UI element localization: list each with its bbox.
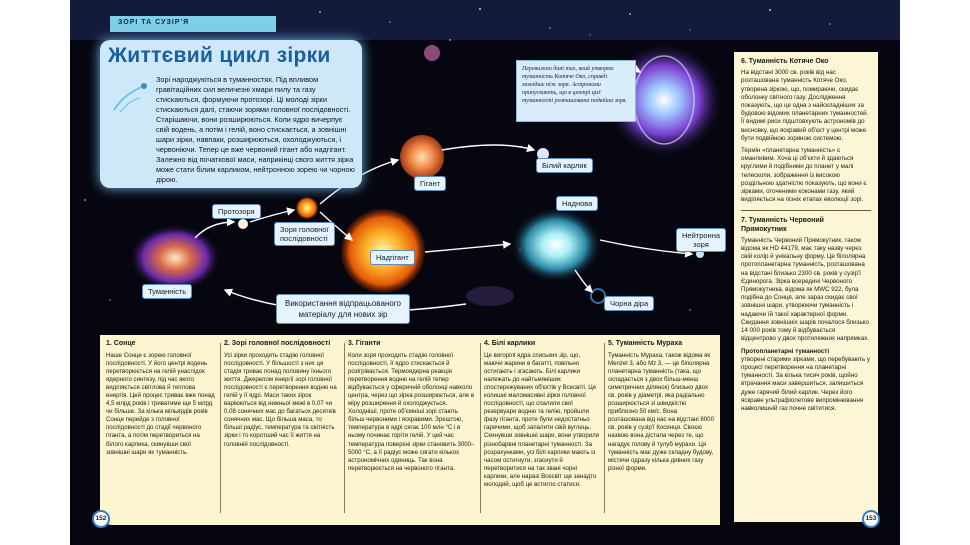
label-supergiant: Надгігант [370, 250, 415, 265]
page-number-left: 152 [92, 510, 110, 528]
cat-eye-title: 6. Туманність Котяче Око [741, 58, 829, 65]
label-giant: Гігант [414, 176, 446, 191]
proto-title: Протопланетарні туманності [741, 347, 830, 355]
column-divider [604, 343, 605, 513]
intro-text: Зорі народжуються в туманностях. Під впливом гравітаційних сил величезні хмари пилу та газу стискаються, формуючи протозорі. Ці молоді зірки стискаються далі, стаючи зорями головної послідовності. Старішаючи, вони розширюються. Коли ядро вичерпує свій водень, а потім і гелій, воно стискається, а зовнішні шари зірки, навпаки, розширюються, охолоджуються, і червоніючи. Тепер це вже червоний гігант або надгігант. Залежно від початкової маси, наприкінці свого життя зірка може стати білим карликом, нейтронною зорею чи чорною дірою. [156, 75, 355, 184]
label-nebula: Туманність [142, 284, 192, 299]
label-main-sequence: Зоря головної послідовності [274, 222, 335, 246]
book-spread [70, 0, 900, 545]
cat-eye-note: Переважно дані тих, який утворює туманність Котяче Око, справді молодше ніж зоря. Астрономи припускають, що в центрі цієї туманності розташована подвійна зоря. [516, 60, 636, 122]
red-rect-title: 7. Туманність Червоний Прямокутник [741, 217, 824, 233]
column-4 [484, 340, 600, 520]
column-5-title: 5. Туманність Мураха [608, 340, 683, 347]
label-protostar: Протозоря [212, 204, 261, 219]
info-columns [100, 335, 720, 525]
column-2 [224, 340, 340, 520]
title-box [100, 40, 362, 188]
proto-text: утворені старими зірками, що перебувають у процесі перетворення на планетарні туманності. За кілька тисяч років, щойно втрачання маси завершиться, залишиться дуже гарячий білий карлик. Через його яскраве ультрафіолетове випромінювання навколишній газ почне світитися. [741, 355, 871, 412]
red-rect-text: Туманність Червоний Прямокутник, також відома як HD 44179, має таку назву через свій колір й унікальну форму. Це біполярна протопланетарна туманність, розташована на відстані близько 2300 св. років у сузір'ї Єдинорога. Зірка всередині Червоного Прямокутника, відома як MWC 922, була подібна до Сонця, але зараз скидає свої зовнішні шари, утворюючи туманність і надаючи їй такої характерної форми. Скидання зовнішніх шарів почалося близько 14 000 років тому й відбувається відцентрово у двох протилежних напрямках. [741, 236, 870, 343]
column-divider [344, 343, 345, 513]
cat-eye-text: На відстані 3000 св. років від нас розташована туманність Котяче Око, утворена зіркою, що, помираючи, скидає оболонку світного газу. Дослідження показують, що це одна з найскладніших за будовою відомих планетарних туманностей. Її видимі риси підштовхують астрономів до висновку, що яскравий об'єкт у центрі може бути подвійною зоряною системою. [741, 69, 869, 142]
right-column [734, 52, 878, 522]
column-divider [480, 343, 481, 513]
page-title: Життєвий цикл зірки [108, 44, 331, 67]
column-2-title: 2. Зорі головної послідовності [224, 340, 331, 347]
column-3-title: 3. Гіганти [348, 340, 381, 347]
label-supernova: Наднова [556, 196, 598, 211]
column-5-text: Туманність Мураха, також відома як Menzel 3, або Mz 3, — це біполярна планетарна туманність (така, що складається з двох більш-менш симетричних ділянок) близько двох св. років у діаметрі, яка радіально розширюється зі швидкістю приблизно 50 км/с. Вона розташована від нас на відстані 8000 св. років у сузір'ї Косинця. Своєю назвою вона дістала через те, що нагадує голову й тулуб мурахи. Ця туманність має дуже складну будову, містячи одразу кілька дивних газу різної форми. [608, 351, 714, 472]
column-1-title: 1. Сонце [106, 340, 136, 347]
label-recycle: Використання відпрацьованого матеріалу для нових зір [276, 294, 410, 324]
term-text: Термін «планетарна туманність» є оманливим. Хоча ці об'єкти й здаються круглими й подібними до планет у малі телескопи, зображення із високою роздільною здатністю показують, що вони є зірками, оточеними коконами газу, який виділяється на пізніх етапах еволюції зорі. [741, 147, 867, 204]
column-3 [348, 340, 476, 520]
column-1-text: Наше Сонце є зорею головної послідовності. У його центрі водень перетворюється на гелій унаслідок ядерного синтезу, під час якого виділяється світлова й теплова енергія. Цей процес триває вже понад 4,5 млрд років і триватиме ще 5 млрд чи більше. За кілька мільярдів років Сонце перейде з головної послідовності до стадії червоного гіганта, а потім перетвориться на білого карлика, скинувши свої зовнішні шари як туманність. [106, 351, 215, 456]
column-2-text: Усі зірки проходять стадію головної послідовності. У більшості з них ця стадія триває понад половину їхнього життя. Джерелом енергії зорі головної послідовності є перетворення водню на гелій у її ядрі. Маси таких зірок варіюються від нижньої межі в 0,07 чи 0,08 сонячних мас до багатьох десятків сонячних мас. Що більша маса, то більші радіус, температура та світність зірки і то коротший час її життя на головній послідовності. [224, 351, 337, 448]
section-tag: ЗОРІ ТА СУЗІР'Я [110, 16, 276, 32]
column-4-title: 4. Білі карлики [484, 340, 536, 347]
column-5 [608, 340, 716, 520]
column-3-text: Коли зоря проходить стадію головної послідовності, її ядро стискається й розігрівається. Термоядерна реакція перетворення водню на гелій тепер відбувається у сферичній оболонці навколо центра, через що зірка розширюється, але в міру розширення й охолоджується. Холодніші, проте об'ємніші зорі стають більш червоними і яскравими. Зрештою, температура в ядрі сягає 100 млн °C і в ньому починає горіти гелій. У цей час температура поверхні зірки становить 3000–5000 °C, а її радіус може сягати кількох астрономічних одиниць. Так вона перетворюється на червоного гіганта. [348, 351, 475, 472]
column-4-text: Це вигорілі ядра спиських зір, що, маючи жарини в багатті, повільно остигають і згасають. Білі карлики належать до найтьмяніших спостережуваних об'єктів у Всесвіті. Це колишні маломасивні зірки головної послідовності, що спалили свої резервуари водню та гелію, пройшли фазу гіганта, проте були недостатньо гарячими, щоб запалити свій вуглець. Скинувши зовнішні шари, вони утворили різнобарвні планетарні туманності. За розрахунками, усі білі карлики мають із часом остигнути, згаснути й перетворитися на так звані чорні карлики, але наразі Всесвіт ще занадто молодий, щоб це встигло статися. [484, 351, 600, 488]
column-1 [106, 340, 216, 520]
label-black-hole: Чорна діра [604, 296, 654, 311]
column-divider [220, 343, 221, 513]
divider [741, 210, 871, 211]
label-neutron-star: Нейтронна зоря [676, 228, 726, 252]
label-white-dwarf: Білий карлик [536, 158, 593, 173]
comet-icon [110, 80, 150, 114]
page-number-right: 153 [862, 510, 880, 528]
